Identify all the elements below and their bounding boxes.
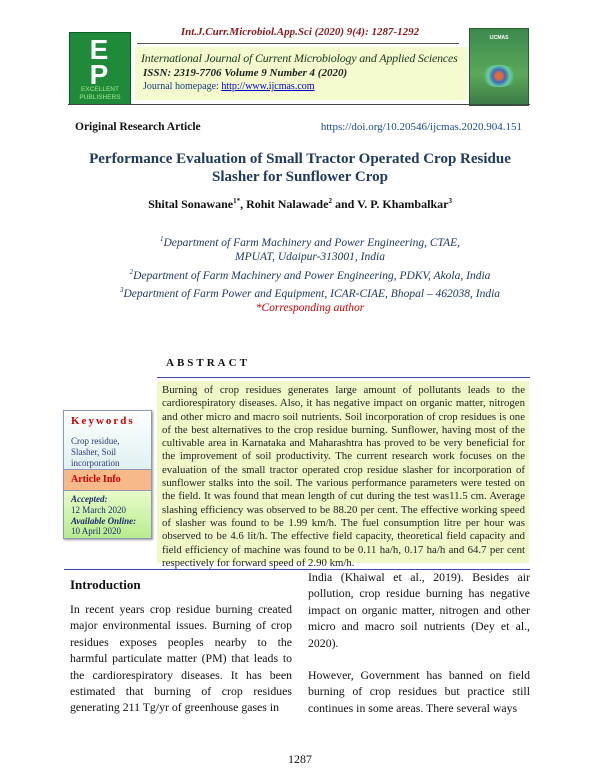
affil-sup: 3 [119, 286, 124, 295]
intro-right-column [308, 569, 530, 716]
cover-title: IJCMAS [489, 35, 509, 41]
online-date: 10 April 2020 [71, 526, 122, 537]
divider [68, 104, 530, 105]
keywords-box [63, 410, 152, 539]
homepage-label: Journal homepage: [143, 81, 222, 92]
keywords-text: Crop residue, Slasher, Soil incorporation [71, 436, 120, 468]
author-sup: 2 [328, 197, 332, 205]
affil-sup: 2 [129, 267, 134, 276]
affiliations [80, 232, 540, 316]
issn-volume: ISSN: 2319-7706 Volume 9 Number 4 (2020) [143, 67, 348, 79]
divider [137, 43, 459, 44]
journal-box [135, 47, 467, 100]
citation-line: Int.J.Curr.Microbiol.App.Sci (2020) 9(4): 1287-1292 [180, 26, 420, 38]
article-info-body [64, 491, 151, 538]
affiliation [80, 232, 540, 265]
doi-link[interactable]: https://doi.org/10.20546/ijcmas.2020.904.151 [320, 121, 522, 133]
paragraph: However, Government has banned on field burning of crop residues but practice still continues in some areas. There several ways [308, 668, 530, 715]
sep: , [240, 197, 247, 211]
journal-cover-image [469, 28, 529, 106]
sep: and [331, 197, 358, 211]
affiliation [80, 265, 540, 283]
affil-text: Department of Farm Machinery and Power Engineering, CTAE, MPUAT, Udaipur-313001, India [163, 236, 460, 264]
author: Rohit Nalawade [246, 197, 329, 211]
journal-homepage [143, 81, 315, 93]
author-sup: 1* [233, 197, 241, 205]
logo-publisher-text: EXCELLENT PUBLISHERS [79, 86, 121, 101]
abstract-box [157, 381, 529, 569]
affiliation [80, 283, 540, 301]
abstract-text: Burning of crop residues generates large amount of pollutants leads to the cardiorespiratory diseases. Also, it has negative impact on organic matter, nitrogen and other micro and macro soil nutrients. Soil incorporation of crop residues is one of the best alternatives to the crop residue burning. Sunflower, having most of the cultivable area in Karnataka and Maharashtra has proved to be very beneficial for the improvement of soil productivity. The current research work focuses on the evaluation of the small tractor operated crop residue slasher for incorporation of sunflower stalks into the soil. The various performance parameters were tested on the field. It was found that mean length of cut during the test was11.5 cm. Average slashing efficiency was observed to be 88.20 per cent. The effective working speed of slasher was found to be 1.99 km/h. The fuel consumption litre per hour was observed to be 4.6 lit/h. The effective field capacity, theoretical field capacity and field efficiency of machine was found to be 0.11 ha/h, 0.17 ha/h and 64.7 per cent respectively for forward speed of 2.90 km/h. [162, 384, 525, 569]
divider [157, 377, 530, 378]
authors [80, 197, 520, 212]
accepted-date: 12 March 2020 [71, 504, 126, 515]
article-info-label: Article Info [71, 474, 121, 485]
article-info-heading [64, 469, 151, 491]
section-heading: Introduction [70, 577, 141, 592]
intro-left-column: In recent years crop residue burning created major environmental issues. Burning of crop residues exposes peoples nearby to the harmful particulate matter (PM) that leads to the cardiorespiratory diseases. It has been estimated that burning of crop residues generating 211 Tg/yr of greenhouse gases in [70, 602, 292, 715]
abstract-heading: ABSTRACT [166, 357, 250, 369]
author: V. P. Khambalkar [357, 197, 449, 211]
keywords-heading: Keywords [71, 415, 135, 427]
publisher-logo [69, 32, 131, 105]
cover-graphic [480, 65, 518, 87]
author-sup: 3 [448, 197, 452, 205]
corresponding-author: *Corresponding author [255, 302, 365, 315]
page-number: 1287 [288, 752, 312, 766]
article-type: Original Research Article [75, 121, 201, 133]
online-label: Available Online: [71, 515, 137, 526]
paragraph: India (Khaiwal et al., 2019). Besides air pollution, crop residue burning has negative impact on organic matter, nitrogen and other micro and macro soil nutrients (Dey et al., 2020). [308, 570, 530, 650]
affil-text: Department of Farm Power and Equipment, ICAR-CIAE, Bhopal – 462038, India [123, 287, 501, 300]
accepted-label: Accepted: [71, 494, 108, 504]
author: Shital Sonawane [148, 197, 234, 211]
affil-text: Department of Farm Machinery and Power Engineering, PDKV, Akola, India [133, 269, 491, 282]
homepage-link[interactable]: http://www.ijcmas.com [221, 81, 315, 92]
paper-title: Performance Evaluation of Small Tractor Operated Crop Residue Slasher for Sunflower Crop [89, 151, 511, 185]
affil-sup: 1 [159, 235, 164, 243]
keywords-section [64, 411, 151, 469]
logo-mark: E P [89, 34, 109, 90]
journal-name: International Journal of Current Microbiology and Applied Sciences [141, 51, 458, 65]
